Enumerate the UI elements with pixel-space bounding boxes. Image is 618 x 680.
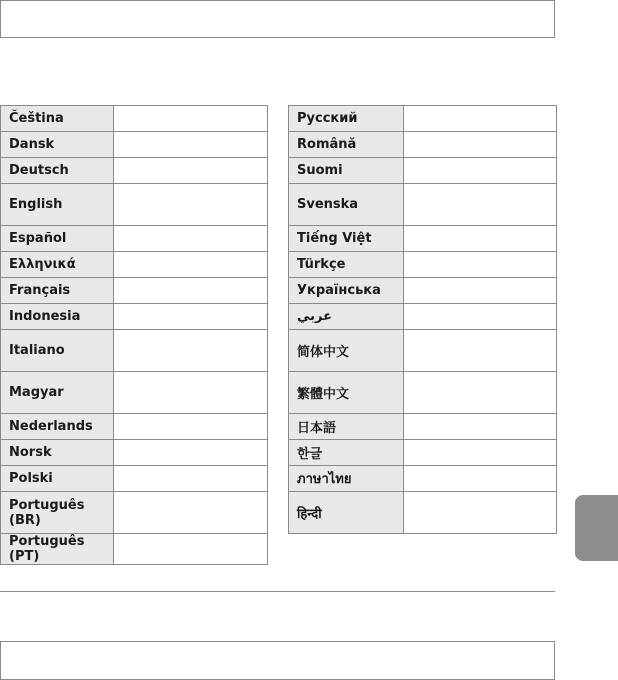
language-value-cell [114,158,268,184]
language-row [1,252,268,278]
language-row [1,304,268,330]
language-row [289,132,557,158]
language-row [289,252,557,278]
language-label: Tiếng Việt [289,226,404,252]
language-label: हिन्दी [289,492,404,534]
language-label: Ελληνικά [1,252,114,278]
language-row [289,466,557,492]
language-value-cell [114,440,268,466]
language-value-cell [404,492,557,534]
language-value-cell [404,226,557,252]
language-row [1,106,268,132]
language-value-cell [404,132,557,158]
language-value-cell [404,414,557,440]
language-value-cell [404,106,557,132]
language-label: Dansk [1,132,114,158]
language-value-cell [114,184,268,226]
language-value-cell [114,252,268,278]
language-label: عربي [289,304,404,330]
language-value-cell [114,372,268,414]
language-label: Português (BR) [1,492,114,534]
language-label: 简体中文 [289,330,404,372]
language-row [1,158,268,184]
language-row [289,372,557,414]
language-value-cell [114,226,268,252]
language-label: Norsk [1,440,114,466]
language-label: Čeština [1,106,114,132]
language-row [289,440,557,466]
language-row [289,184,557,226]
language-value-cell [404,304,557,330]
language-label: Italiano [1,330,114,372]
language-value-cell [404,252,557,278]
language-row [1,492,268,534]
language-label: Nederlands [1,414,114,440]
top-frame [0,0,555,38]
language-row [1,440,268,466]
language-value-cell [114,492,268,534]
language-row [1,534,268,565]
language-label: Svenska [289,184,404,226]
language-value-cell [404,158,557,184]
language-label: 한글 [289,440,404,466]
language-row [1,372,268,414]
language-row [289,278,557,304]
language-row [1,226,268,252]
language-value-cell [114,132,268,158]
language-value-cell [114,278,268,304]
language-label: Deutsch [1,158,114,184]
language-value-cell [114,534,268,565]
language-label: Español [1,226,114,252]
language-row [1,330,268,372]
language-value-cell [404,440,557,466]
language-value-cell [114,466,268,492]
divider-line [0,591,555,592]
language-label: ภาษาไทย [289,466,404,492]
language-row [1,132,268,158]
language-row [1,184,268,226]
language-row [289,414,557,440]
language-table-right [288,105,557,534]
language-row [289,158,557,184]
language-value-cell [404,278,557,304]
language-row [289,226,557,252]
language-value-cell [114,330,268,372]
language-value-cell [404,184,557,226]
language-label: 繁體中文 [289,372,404,414]
language-value-cell [114,414,268,440]
language-label: Magyar [1,372,114,414]
language-label: English [1,184,114,226]
language-row [1,278,268,304]
language-row [1,466,268,492]
language-row [289,492,557,534]
language-label: 日本語 [289,414,404,440]
language-label: Türkçe [289,252,404,278]
bottom-frame [0,641,555,680]
language-label: Português (PT) [1,534,114,565]
language-label: Українська [289,278,404,304]
language-value-cell [404,466,557,492]
language-table-left [0,105,268,565]
language-label: Indonesia [1,304,114,330]
language-row [1,414,268,440]
language-row [289,304,557,330]
language-label: Français [1,278,114,304]
section-side-tab [575,495,618,561]
language-value-cell [114,106,268,132]
language-label: Polski [1,466,114,492]
language-value-cell [404,330,557,372]
language-row [289,106,557,132]
language-value-cell [114,304,268,330]
language-row [289,330,557,372]
language-label: Română [289,132,404,158]
language-value-cell [404,372,557,414]
language-label: Русский [289,106,404,132]
language-label: Suomi [289,158,404,184]
